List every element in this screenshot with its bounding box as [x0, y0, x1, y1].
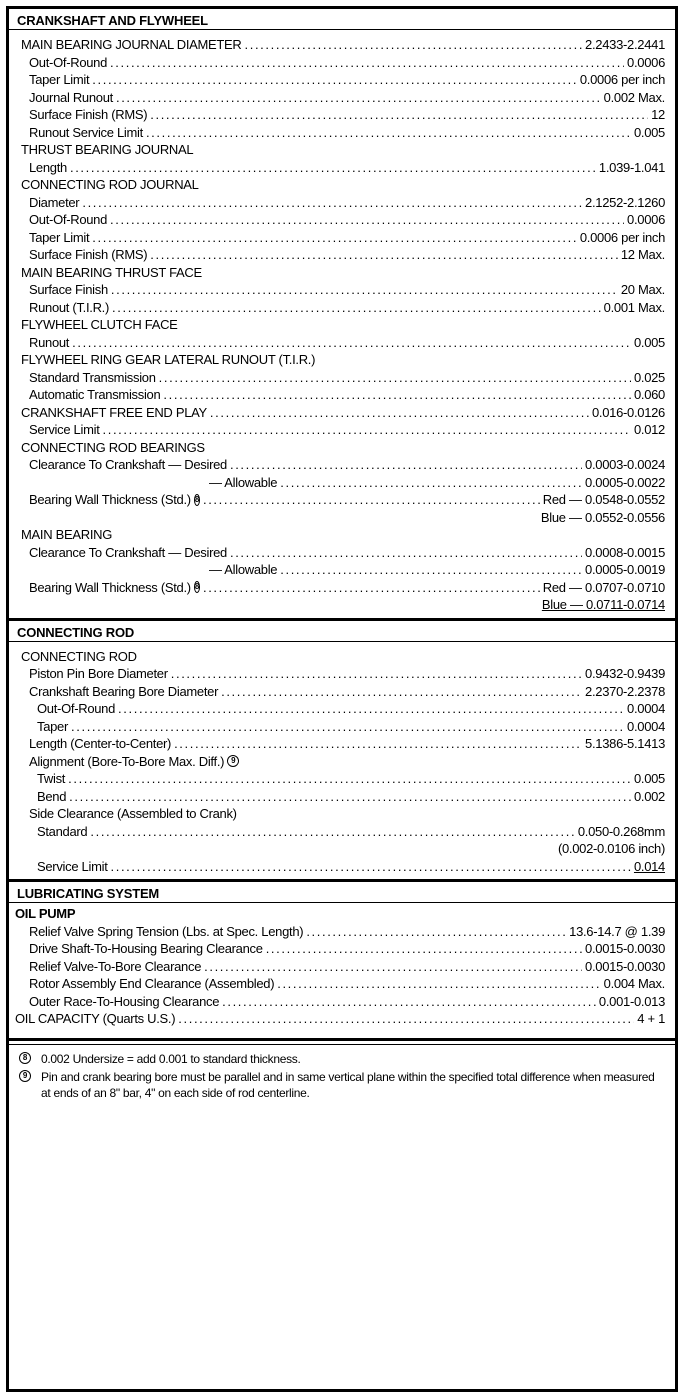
- spec-heading: CONNECTING ROD: [21, 648, 137, 664]
- spec-row: — Allowable . . . 0.0005-0.0022: [9, 474, 675, 492]
- lube-table: [9, 903, 675, 1028]
- spec-row: Surface Finish (RMS) . . . 12: [9, 106, 675, 124]
- spec-row: Taper Limit . . . 0.0006 per inch: [9, 229, 675, 247]
- spec-row: Diameter . . . 2.1252-2.1260: [9, 194, 675, 212]
- footnote: [19, 1069, 665, 1101]
- section-title-conrod: CONNECTING ROD: [17, 624, 135, 640]
- footnote-8-icon: 8: [19, 1052, 31, 1064]
- spec-row: Out-Of-Round . . . 0.0004: [9, 700, 675, 718]
- spec-row: (0.002-0.0106 inch): [557, 841, 665, 856]
- spec-row: Taper . . . 0.0004: [9, 718, 675, 736]
- spec-row: CRANKSHAFT FREE END PLAY . . . 0.016-0.0126: [9, 404, 675, 422]
- spec-row: Drive Shaft-To-Housing Bearing Clearance . . . 0.0015-0.0030: [9, 940, 675, 958]
- spec-heading: OIL PUMP: [15, 906, 76, 921]
- spec-row: Rotor Assembly End Clearance (Assembled) . . . 0.004 Max.: [9, 975, 675, 993]
- spec-row: Service Limit . . . 0.012: [9, 421, 675, 439]
- footnote-9-icon: 9: [227, 755, 239, 767]
- spec-row: Out-Of-Round . . . 0.0006: [9, 211, 675, 229]
- crankshaft-table: [9, 30, 675, 614]
- spec-row: Standard . . . 0.050-0.268mm: [9, 823, 675, 841]
- spec-row: Length (Center-to-Center) . . . 5.1386-5.1413: [9, 735, 675, 753]
- spec-heading: THRUST BEARING JOURNAL: [21, 142, 194, 157]
- spec-heading: FLYWHEEL RING GEAR LATERAL RUNOUT (T.I.R.): [21, 352, 316, 367]
- spec-sheet: [6, 6, 678, 1392]
- spec-row: Taper Limit . . . 0.0006 per inch: [9, 71, 675, 89]
- spec-row: Automatic Transmission . . . 0.060: [9, 386, 675, 404]
- footnotes: [9, 1045, 675, 1105]
- conrod-table: [9, 642, 675, 876]
- footnote-8-icon: 8: [194, 582, 199, 592]
- spec-row: Relief Valve Spring Tension (Lbs. at Spec. Length) . . . 13.6-14.7 @ 1.39: [9, 923, 675, 941]
- spec-row: MAIN BEARING JOURNAL DIAMETER . . . 2.2433-2.2441: [9, 36, 675, 54]
- spec-row: Surface Finish . . . 20 Max.: [9, 281, 675, 299]
- spec-heading: MAIN BEARING: [21, 527, 113, 542]
- footnote-8-icon: 8: [194, 494, 199, 504]
- spec-row: Runout (T.I.R.) . . . 0.001 Max.: [9, 299, 675, 317]
- spec-row: Runout Service Limit . . . 0.005: [9, 124, 675, 142]
- spec-row: Runout . . . 0.005: [9, 334, 675, 352]
- spec-row: Surface Finish (RMS) . . . 12 Max.: [9, 246, 675, 264]
- footnote-text: Pin and crank bearing bore must be parallel and in same vertical plane within the specified total difference when measured at ends of an 8" bar, 4" on each side of rod centerline.: [41, 1069, 655, 1100]
- spec-heading: CONNECTING ROD JOURNAL: [21, 177, 199, 192]
- spec-row: Journal Runout . . . 0.002 Max.: [9, 89, 675, 107]
- spec-row: Blue — 0.0711-0.0714: [541, 597, 665, 612]
- footnote-9-icon: 9: [19, 1070, 31, 1082]
- spec-row: Length . . . 1.039-1.041: [9, 159, 675, 177]
- spec-row: OIL CAPACITY (Quarts U.S.) . . . 4 + 1: [9, 1010, 675, 1028]
- spec-row: Outer Race-To-Housing Clearance . . . 0.001-0.013: [9, 993, 675, 1011]
- spec-row: Bend . . . 0.002: [9, 788, 675, 806]
- section-title-crankshaft: CRANKSHAFT AND FLYWHEEL: [17, 13, 208, 28]
- footnote-text: 0.002 Undersize = add 0.001 to standard thickness.: [41, 1051, 301, 1066]
- spec-row: Bearing Wall Thickness (Std.) 8 . . . Red — 0.0548-0.0552: [9, 491, 675, 509]
- spec-row: Standard Transmission . . . 0.025: [9, 369, 675, 387]
- spec-row: Clearance To Crankshaft — Desired . . . 0.0008-0.0015: [9, 544, 675, 562]
- spec-heading: CONNECTING ROD BEARINGS: [21, 439, 205, 455]
- spec-heading: Side Clearance (Assembled to Crank): [29, 806, 237, 821]
- spec-row: Twist . . . 0.005: [9, 770, 675, 788]
- spec-row: Relief Valve-To-Bore Clearance . . . 0.0015-0.0030: [9, 958, 675, 976]
- spec-heading: FLYWHEEL CLUTCH FACE: [21, 317, 178, 332]
- spec-row: Blue — 0.0552-0.0556: [540, 509, 665, 525]
- spec-row: Bearing Wall Thickness (Std.) 8 . . . Red — 0.0707-0.0710: [9, 579, 675, 597]
- spec-heading: MAIN BEARING THRUST FACE: [21, 264, 202, 280]
- spec-row: — Allowable . . . 0.0005-0.0019: [9, 561, 675, 579]
- spec-heading: Alignment (Bore-To-Bore Max. Diff.) 9: [9, 753, 675, 771]
- spec-row: Service Limit . . . 0.014: [9, 858, 675, 876]
- footnote: [19, 1051, 665, 1067]
- spec-row: Piston Pin Bore Diameter . . . 0.9432-0.9439: [9, 665, 675, 683]
- spec-row: Crankshaft Bearing Bore Diameter . . . 2.2370-2.2378: [9, 683, 675, 701]
- spec-row: Out-Of-Round . . . 0.0006: [9, 54, 675, 72]
- section-title-lube: LUBRICATING SYSTEM: [17, 886, 160, 901]
- spec-row: Clearance To Crankshaft — Desired . . . 0.0003-0.0024: [9, 456, 675, 474]
